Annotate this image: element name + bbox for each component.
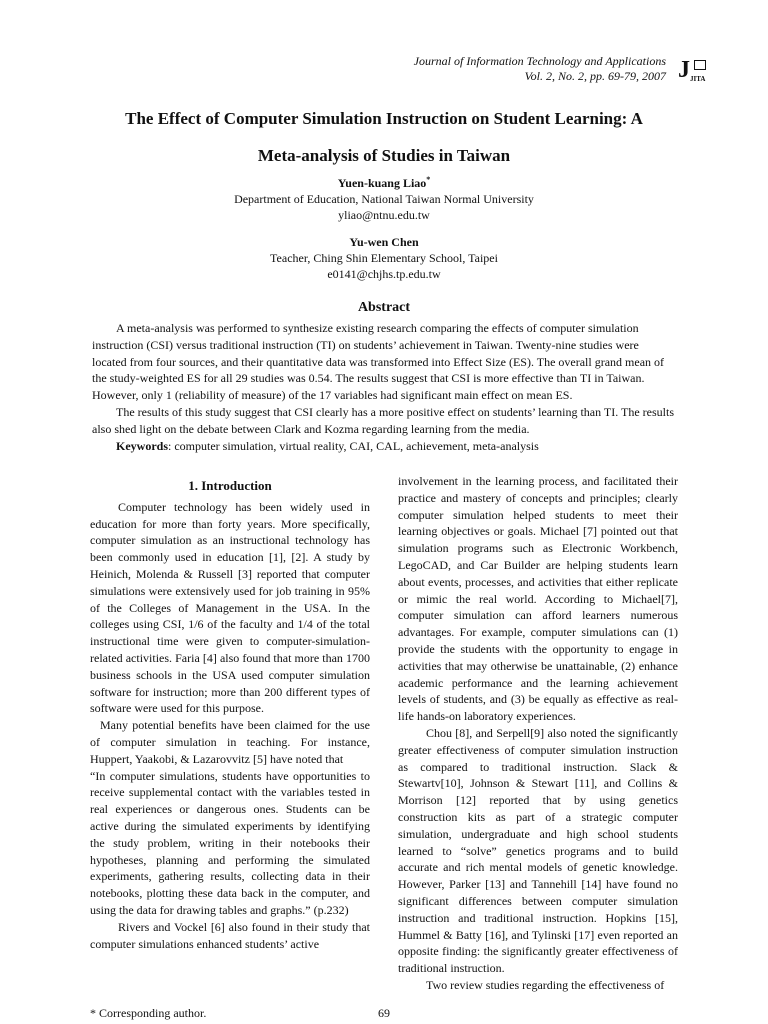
jita-logo: J JITA bbox=[678, 57, 706, 83]
author-email: yliao@ntnu.edu.tw bbox=[338, 208, 430, 222]
author-block-2 bbox=[0, 234, 768, 282]
abstract-paragraph: The results of this study suggest that CSI clearly has a more positive effect on students’ learning than TI. The results also shed light on the debate between Clark and Kozma regarding learning from the media. bbox=[92, 404, 674, 436]
author-name: Yu-wen Chen bbox=[349, 235, 419, 249]
author-affiliation: Teacher, Ching Shin Elementary School, Taipei bbox=[270, 251, 498, 265]
body-paragraph: Computer technology has been widely used in education for more than forty years. More specifically, computer simulation as an instructional technology has been commonly used in education [1], [2]. A study by Heinich, Molenda & Russell [3] reported that computer simulations were extensively used for job training in 95% of the Colleges of Management in the USA. In the colleges using CSI, 1/6 of the faculty and 1/4 of the total instructional time were given to computer-simulation-related activities. Faria [4] also found that more than 1700 business schools in the USA used computer simulation software for instruction; more than 200 different types of software were used for this purpose. bbox=[90, 499, 370, 716]
right-column bbox=[398, 473, 678, 994]
keywords-line bbox=[92, 438, 676, 455]
author-name: Yuen-kuang Liao* bbox=[337, 175, 431, 190]
abstract-heading: Abstract bbox=[357, 300, 411, 315]
title-line-1: The Effect of Computer Simulation Instruction on Student Learning: A bbox=[125, 109, 643, 128]
abstract-body bbox=[92, 320, 676, 454]
author-email: e0141@chjhs.tp.edu.tw bbox=[327, 267, 441, 281]
keywords-label: Keywords bbox=[116, 438, 168, 453]
keywords-list: : computer simulation, virtual reality, CAI, CAL, achievement, meta-analysis bbox=[168, 438, 539, 453]
section-heading: 1. Introduction bbox=[188, 478, 272, 493]
author-affiliation: Department of Education, National Taiwan Normal University bbox=[234, 192, 534, 206]
author-mark: * bbox=[426, 175, 431, 184]
body-paragraph: Chou [8], and Serpell[9] also noted the significantly greater effectiveness of computer simulation instruction as compared to traditional instruction. Slack & Stewartv[10], Johnson & Stewart [11], and Collins & Morrison [12] reported that by using genetics construction kits as part of a strategic computer simulation, undergraduate and high school students learned to “solve” genetics programs and to build accurate and rich mental models of genetic knowledge. However, Parker [13] and Tannehill [14] have found no significant differences between computer simulation instruction and traditional instruction. Hopkins [15], Hummel & Batty [16], and Tylinski [17] even reported an opposite finding: the significantly greater effectiveness of traditional instruction. bbox=[398, 725, 678, 976]
corresponding-author-footnote: * Corresponding author. bbox=[90, 1006, 207, 1020]
body-paragraph: Many potential benefits have been claimed for the use of computer simulation in teaching. For instance, Huppert, Yaakobi, & Lazarovvitz [5] have noted that bbox=[90, 718, 370, 766]
left-column bbox=[90, 473, 370, 952]
abstract-paragraph: A meta-analysis was performed to synthesize existing research comparing the effects of computer simulation instruction (CSI) versus traditional instruction (TI) on students’ achievement in Taiwan. Twenty-nine studies were located from four sources, and their quantitative data was transformed into Effect Size (ES). The overall grand mean of the study-weighted ES for all 29 studies was 0.54. The results suggest that CSI is more effective than TI in Taiwan. However, only 1 (reliability of measure) of the 17 variables had significant main effect on mean ES. bbox=[92, 321, 665, 403]
body-paragraph: Rivers and Vockel [6] also found in their study that computer simulations enhanced students’ active bbox=[90, 919, 370, 951]
journal-header bbox=[414, 54, 666, 84]
block-quote: “In computer simulations, students have opportunities to receive supplemental contact with the variables tested in real experiences or dangerous ones. Students can be active during the simulated experiments by identifying the study problem, writing in their notebooks their hypotheses, planning and performing the simulated experiments, gathering results, collecting data in their notebooks, plotting these data back in the computer, and using the data for drawing tables and graphs.” (p.232) bbox=[90, 768, 370, 917]
journal-name: Journal of Information Technology and Applications bbox=[413, 54, 666, 68]
title-line-2: Meta-analysis of Studies in Taiwan bbox=[257, 146, 511, 165]
page-number: 69 bbox=[378, 1006, 390, 1020]
body-paragraph: Two review studies regarding the effectiveness of bbox=[426, 977, 665, 992]
jita-logo-text: JITA bbox=[690, 75, 706, 83]
paper-title bbox=[0, 100, 768, 174]
author-block-1 bbox=[0, 172, 768, 223]
body-paragraph: involvement in the learning process, and facilitated their practice and mastery of concepts and principles; clearly computer simulation helped students to meet their learning objectives or goals. Michael [7] pointed out that simulation programs such as Electronic Workbench, LegoCAD, and Car Builder are helping students learn about events, processes, and activities that either replicate or mimic the real world. According to Michael[7], computer simulation can afford learners numerous advantages. For example, computer simulations can (1) provide the students with the opportunity to engage in activities that may otherwise be unattainable, (2) enhance academic performance and the learning achievement levels of students, and (3) be equally as effective as real-life hands-on laboratory experiences. bbox=[398, 474, 678, 724]
journal-volume: Vol. 2, No. 2, pp. 69-79, 2007 bbox=[524, 69, 666, 83]
